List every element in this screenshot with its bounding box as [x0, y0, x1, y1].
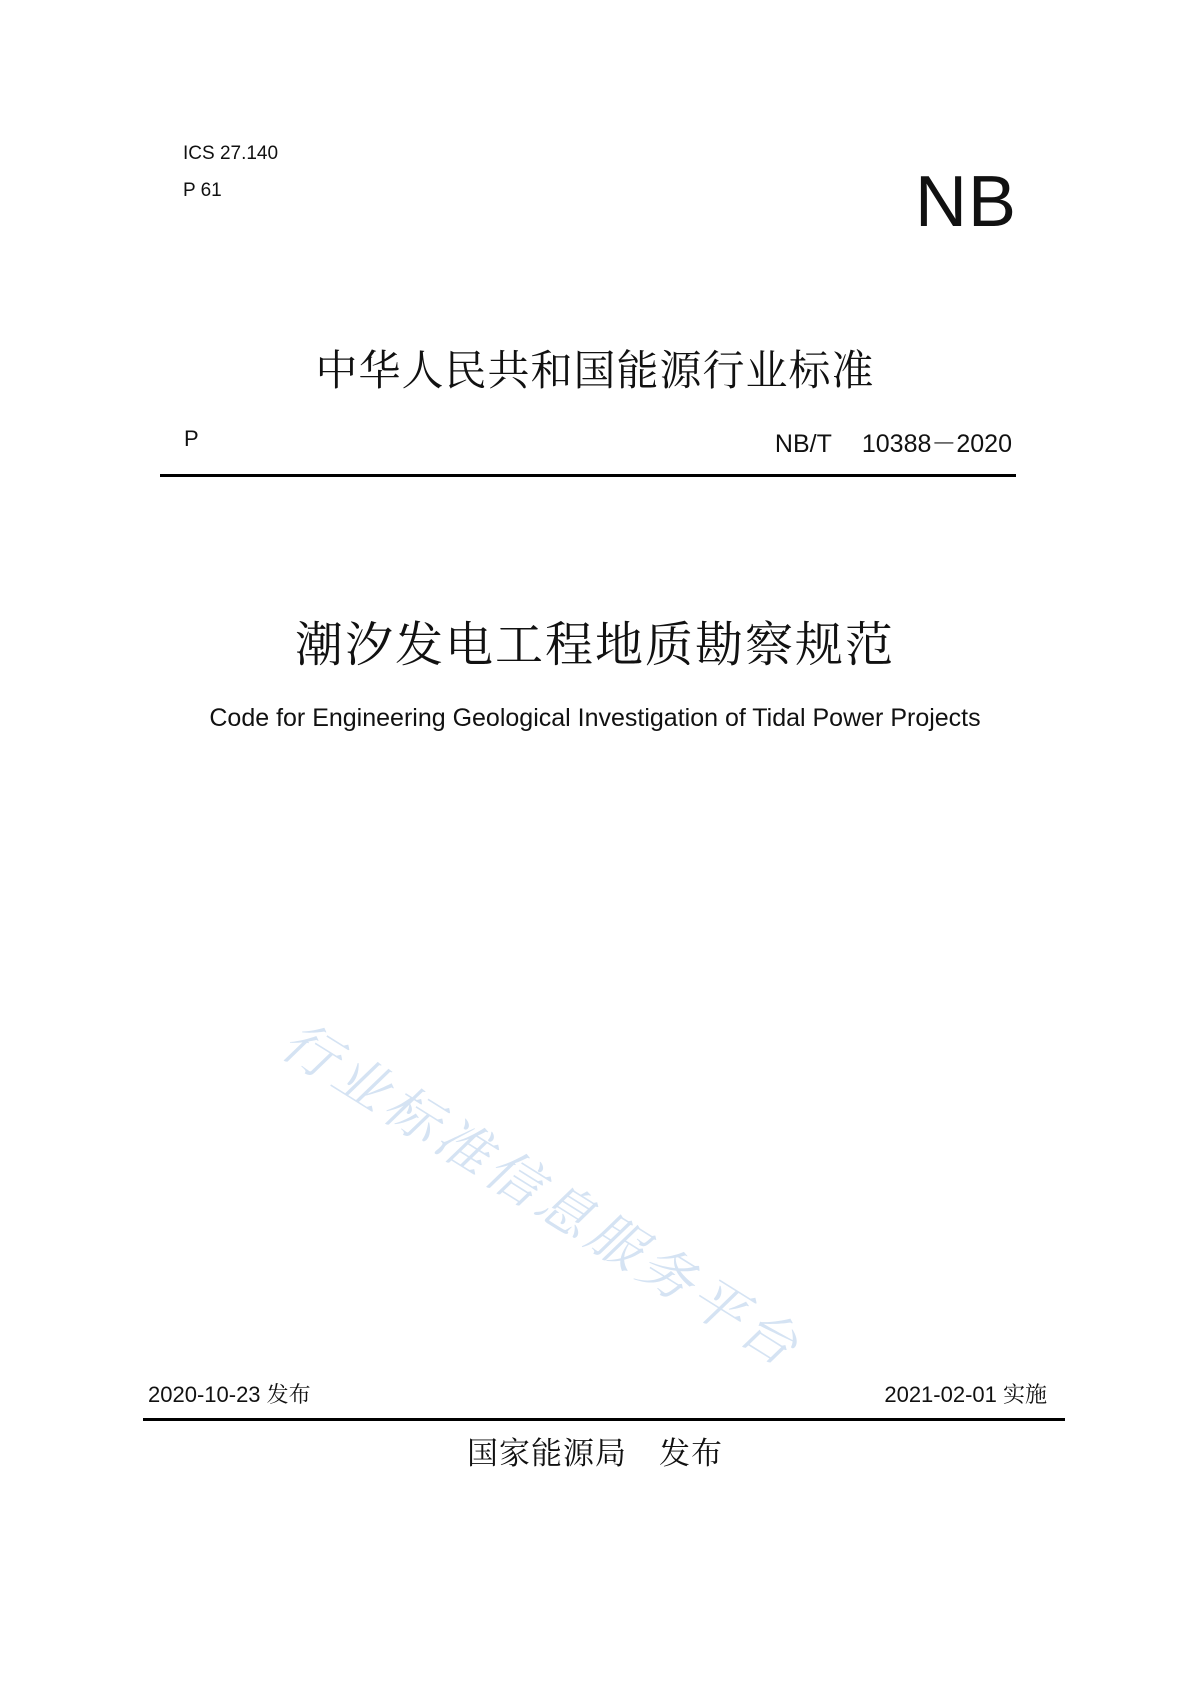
standard-title: 中华人民共和国能源行业标准: [315, 347, 875, 394]
top-divider: [160, 474, 1016, 477]
publisher: [0, 1428, 1190, 1473]
document-title-cn: 潮汐发电工程地质勘察规范: [294, 619, 895, 672]
nb-logo: NB: [914, 162, 1017, 242]
implementation-date: 2021-02-01 实施: [884, 1382, 1047, 1407]
bottom-divider: [143, 1418, 1065, 1421]
ics-code: ICS 27.140: [183, 143, 279, 164]
standard-left-mark: P: [184, 426, 199, 451]
document-title-en: Code for Engineering Geological Investigation of Tidal Power Projects: [209, 704, 981, 732]
standard-number-value: 10388－2020: [861, 430, 1012, 458]
category-code: P 61: [183, 180, 222, 201]
publisher-action: 发布: [659, 1436, 723, 1471]
watermark: 行业标准信息服务平台: [271, 1011, 812, 1380]
publisher-name: 国家能源局: [467, 1436, 627, 1471]
issue-date: 2020-10-23 发布: [148, 1382, 311, 1407]
standard-number-prefix: NB/T: [774, 430, 832, 458]
standard-number: [775, 424, 1012, 460]
